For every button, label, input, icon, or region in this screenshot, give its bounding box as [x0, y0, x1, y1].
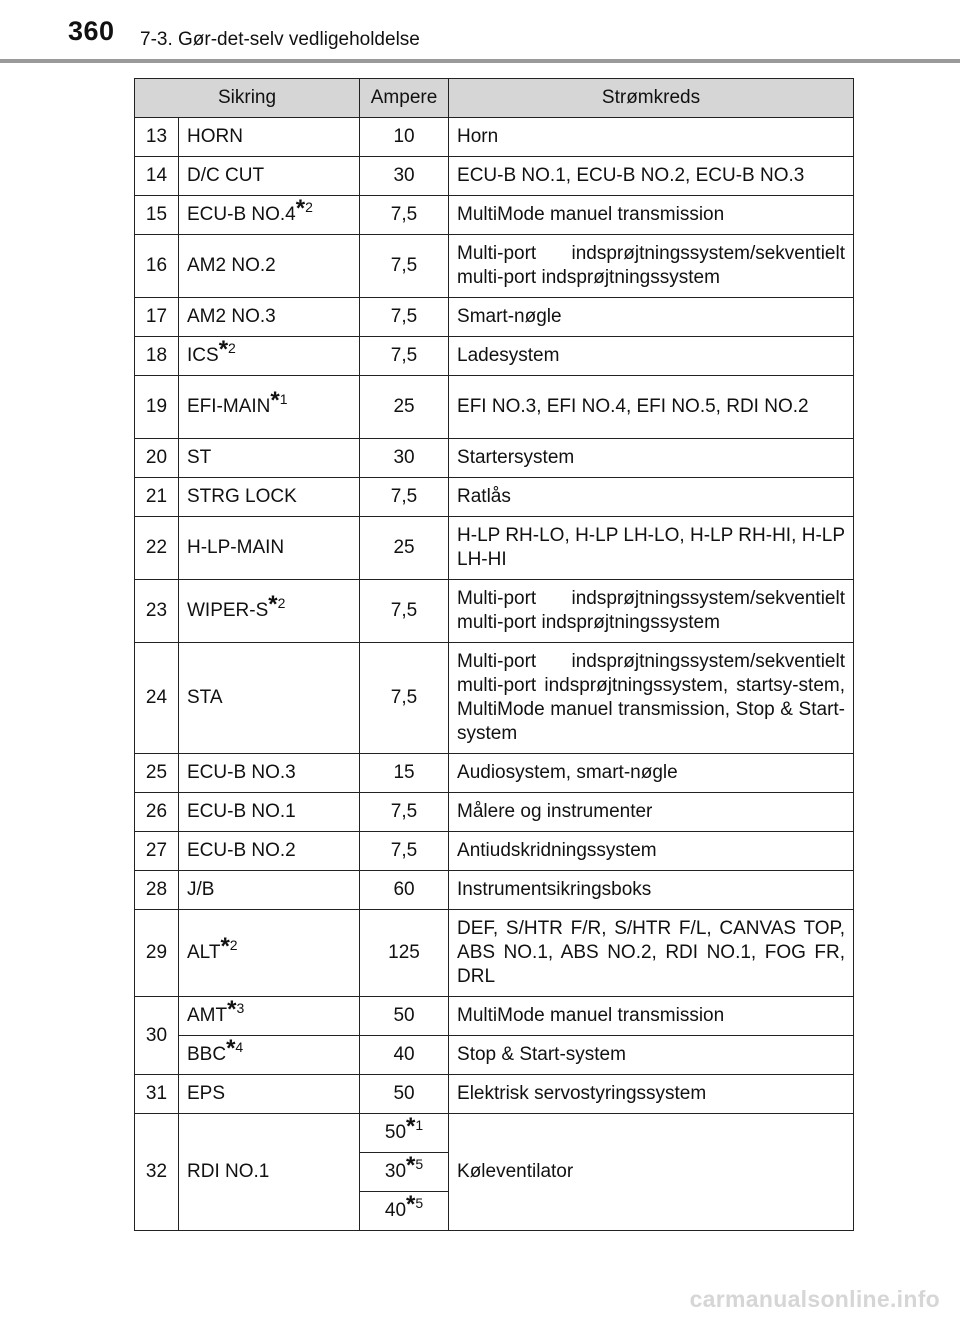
fuse-name: J/B	[179, 871, 360, 910]
col-header-fuse: Sikring	[135, 79, 360, 118]
fuse-ampere: 7,5	[360, 196, 449, 235]
fuse-number: 20	[135, 439, 179, 478]
page-header	[0, 0, 960, 60]
footnote-star: *	[226, 1035, 236, 1062]
footnote-ref: 1	[279, 391, 288, 407]
fuse-circuit: Multi-port indsprøjtningssystem/sekventielt multi-port indsprøjtningssystem	[449, 580, 854, 643]
fuse-ampere: 50*$^1$	[360, 1114, 449, 1153]
header-rule	[0, 59, 960, 63]
fuse-name: AM2 NO.3	[179, 298, 360, 337]
fuse-ampere: 40*$^5$	[360, 1192, 449, 1231]
fuse-number: 32	[135, 1114, 179, 1231]
fuse-circuit: Smart-nøgle	[449, 298, 854, 337]
fuse-ampere: 10	[360, 118, 449, 157]
fuse-circuit: DEF, S/HTR F/R, S/HTR F/L, CANVAS TOP, ABS NO.1, ABS NO.2, RDI NO.1, FOG FR, DRL	[449, 910, 854, 997]
fuse-name: EFI-MAIN*$^1$	[179, 376, 360, 439]
fuse-name: AMT*$^3$	[179, 997, 360, 1036]
table-row	[135, 235, 854, 298]
watermark: carmanualsonline.info	[689, 1286, 940, 1312]
col-header-circuit: Strømkreds	[449, 79, 854, 118]
fuse-name: BBC*$^4$	[179, 1036, 360, 1075]
footnote-star: *	[295, 195, 306, 222]
table-body	[135, 118, 854, 1231]
fuse-number: 24	[135, 643, 179, 754]
table-row	[135, 871, 854, 910]
fuse-circuit: Ratlås	[449, 478, 854, 517]
fuse-number: 30	[135, 997, 179, 1075]
fuse-ampere: 125	[360, 910, 449, 997]
fuse-number: 26	[135, 793, 179, 832]
fuse-ampere: 7,5	[360, 643, 449, 754]
fuse-name: ECU-B NO.2	[179, 832, 360, 871]
table-row	[135, 298, 854, 337]
table-row	[135, 517, 854, 580]
fuse-number: 23	[135, 580, 179, 643]
fuse-number: 31	[135, 1075, 179, 1114]
page-number: 360	[68, 16, 115, 46]
footnote-star: *	[270, 387, 280, 414]
footnote-star: *	[406, 1113, 416, 1140]
fuse-name: EPS	[179, 1075, 360, 1114]
fuse-name: ICS*$^2$	[179, 337, 360, 376]
fuse-ampere: 7,5	[360, 298, 449, 337]
fuse-number: 15	[135, 196, 179, 235]
fuse-ampere: 40	[360, 1036, 449, 1075]
footnote-star: *	[406, 1191, 416, 1218]
fuse-circuit: EFI NO.3, EFI NO.4, EFI NO.5, RDI NO.2	[449, 376, 854, 439]
fuse-number: 22	[135, 517, 179, 580]
fuse-circuit: ECU-B NO.1, ECU-B NO.2, ECU-B NO.3	[449, 157, 854, 196]
fuse-ampere: 50	[360, 997, 449, 1036]
table-row	[135, 376, 854, 439]
table-row	[135, 157, 854, 196]
footnote-ref: 3	[236, 1000, 245, 1016]
fuse-ampere: 7,5	[360, 580, 449, 643]
fuse-name: ECU-B NO.4*$^2$	[179, 196, 360, 235]
table-header-row	[135, 79, 854, 118]
fuse-ampere: 15	[360, 754, 449, 793]
fuse-ampere: 30*$^5$	[360, 1153, 449, 1192]
fuse-circuit: Audiosystem, smart-nøgle	[449, 754, 854, 793]
fuse-ampere: 7,5	[360, 832, 449, 871]
fuse-name: ST	[179, 439, 360, 478]
fuse-name: AM2 NO.2	[179, 235, 360, 298]
table-row	[135, 1114, 854, 1153]
fuse-number: 18	[135, 337, 179, 376]
footnote-ref: 2	[305, 199, 313, 215]
table-row	[135, 997, 854, 1036]
fuse-number: 19	[135, 376, 179, 439]
fuse-name: ECU-B NO.3	[179, 754, 360, 793]
fuse-circuit: Elektrisk servostyringssystem	[449, 1075, 854, 1114]
fuse-ampere: 7,5	[360, 235, 449, 298]
table-row	[135, 793, 854, 832]
fuse-number: 25	[135, 754, 179, 793]
fuse-ampere: 25	[360, 376, 449, 439]
table-row	[135, 643, 854, 754]
fuse-name: ALT*$^2$	[179, 910, 360, 997]
table-row	[135, 337, 854, 376]
fuse-circuit: Multi-port indsprøjtningssystem/sekventielt multi-port indsprøjtningssystem	[449, 235, 854, 298]
fuse-number: 14	[135, 157, 179, 196]
fuse-circuit: Multi-port indsprøjtningssystem/sekventielt multi-port indsprøjtningssystem, startsy-stem, MultiMode manuel transmission, Stop & Start-system	[449, 643, 854, 754]
footnote-ref: 2	[228, 340, 236, 356]
footnote-star: *	[227, 996, 237, 1023]
footnote-star: *	[218, 336, 229, 363]
fuse-number: 13	[135, 118, 179, 157]
fuse-ampere: 7,5	[360, 337, 449, 376]
fuse-number: 16	[135, 235, 179, 298]
fuse-name: H-LP-MAIN	[179, 517, 360, 580]
fuse-ampere: 50	[360, 1075, 449, 1114]
fuse-number: 17	[135, 298, 179, 337]
fuse-name: D/C CUT	[179, 157, 360, 196]
fuse-ampere: 30	[360, 439, 449, 478]
footnote-ref: 1	[415, 1117, 424, 1133]
fuse-table	[134, 78, 854, 1231]
fuse-name: STRG LOCK	[179, 478, 360, 517]
fuse-circuit: Målere og instrumenter	[449, 793, 854, 832]
fuse-circuit: Startersystem	[449, 439, 854, 478]
fuse-circuit: Instrumentsikringsboks	[449, 871, 854, 910]
section-title: 7-3. Gør-det-selv vedligeholdelse	[140, 29, 420, 50]
fuse-circuit: H-LP RH-LO, H-LP LH-LO, H-LP RH-HI, H-LP LH-HI	[449, 517, 854, 580]
footnote-ref: 2	[229, 937, 238, 953]
footnote-star: *	[220, 933, 230, 960]
table-row	[135, 478, 854, 517]
fuse-circuit: MultiMode manuel transmission	[449, 997, 854, 1036]
table-row	[135, 118, 854, 157]
fuse-circuit: MultiMode manuel transmission	[449, 196, 854, 235]
fuse-ampere: 7,5	[360, 478, 449, 517]
footnote-ref: 5	[415, 1195, 424, 1211]
table-row	[135, 1075, 854, 1114]
fuse-circuit: Horn	[449, 118, 854, 157]
table-row	[135, 439, 854, 478]
fuse-circuit: Antiudskridningssystem	[449, 832, 854, 871]
table-row	[135, 580, 854, 643]
footnote-star: *	[406, 1152, 416, 1179]
fuse-circuit: Stop & Start-system	[449, 1036, 854, 1075]
footnote-ref: 4	[235, 1039, 244, 1055]
fuse-number: 27	[135, 832, 179, 871]
fuse-name: ECU-B NO.1	[179, 793, 360, 832]
table-row	[135, 196, 854, 235]
fuse-ampere: 30	[360, 157, 449, 196]
fuse-name: WIPER-S*$^2$	[179, 580, 360, 643]
footnote-ref: 2	[277, 595, 286, 611]
table-row	[135, 832, 854, 871]
fuse-name: RDI NO.1	[179, 1114, 360, 1231]
fuse-circuit: Køleventilator	[449, 1114, 854, 1231]
fuse-ampere: 60	[360, 871, 449, 910]
table-row	[135, 1036, 854, 1075]
fuse-ampere: 25	[360, 517, 449, 580]
fuse-name: HORN	[179, 118, 360, 157]
footnote-ref: 5	[415, 1156, 424, 1172]
col-header-ampere: Ampere	[360, 79, 449, 118]
footnote-star: *	[268, 591, 278, 618]
fuse-circuit: Ladesystem	[449, 337, 854, 376]
fuse-number: 21	[135, 478, 179, 517]
fuse-ampere: 7,5	[360, 793, 449, 832]
fuse-number: 28	[135, 871, 179, 910]
table-row	[135, 754, 854, 793]
fuse-number: 29	[135, 910, 179, 997]
fuse-name: STA	[179, 643, 360, 754]
table-row	[135, 910, 854, 997]
